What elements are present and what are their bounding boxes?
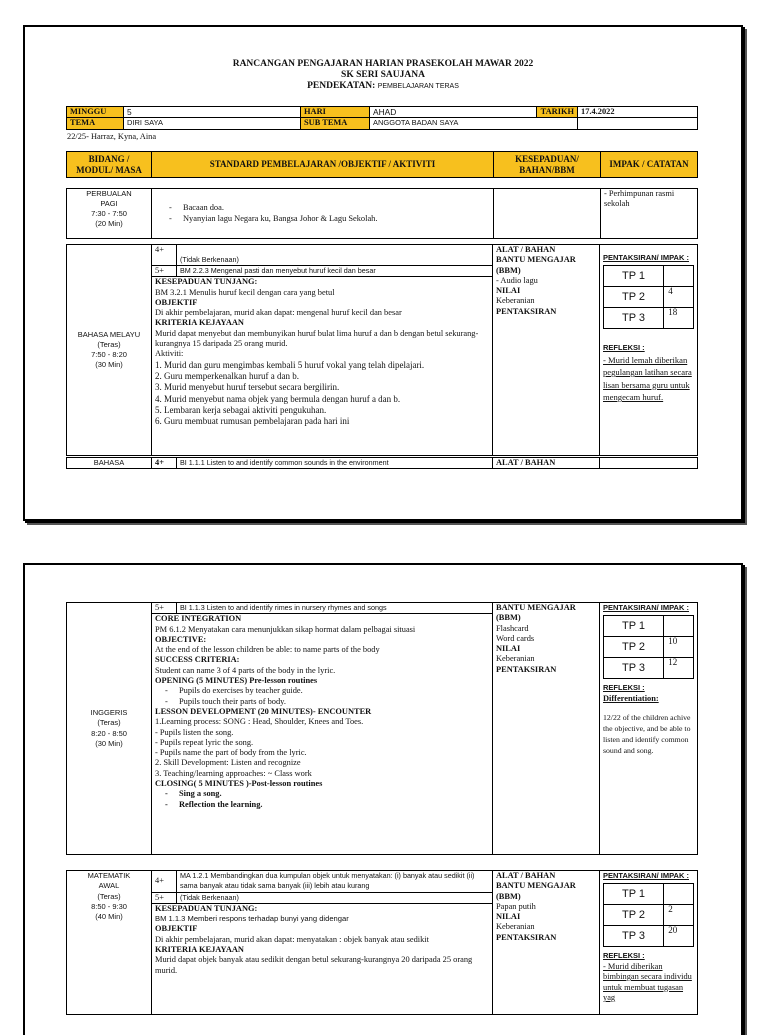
bi-header-row: BAHASA 4+ BI 1.1.1 Listen to and identify common sounds in the environment ALAT / BAHAN (66, 457, 698, 469)
attendance: 22/25- Harraz, Kyna, Aina (67, 132, 157, 141)
col-impak: IMPAK / CATATAN (601, 152, 698, 178)
tema-label: TEMA (67, 118, 124, 129)
tarikh-value: 17.4.2022 (578, 107, 698, 118)
column-header (66, 151, 698, 178)
minggu-value: 5 (124, 107, 301, 118)
bi-module: INGGERIS (Teras) 8:20 - 8:50 (30 Min) (67, 603, 152, 855)
col-bidang: BIDANG / MODUL/ MASA (67, 152, 152, 178)
bi-content: CORE INTEGRATION PM 6.1.2 Menyatakan cara menunjukkan sikap hormat dalam pelbagai situasi OBJECTIVE: At the end of the lesson children be able: to name parts of the body SUCCESS CRITERIA: Student can name 3 of 4 parts of the body in the lyric. OPENING (5 MINUTES) Pre-lesson routines - Pupils do exercises by teacher guide. - Pupils touch their parts of body. LESSON DEVELOPMENT (20 MINUTES)- ENCOUNTER 1.Learning process: SONG : Head, Shoulder, Knees and Toes. - Pupils listen the song. - Pupils repeat lyric the song. - Pupils name the part of body from the lyric. 2. Skill Development: Listen and recognize 3. Teaching/learning approaches: ~ Class work CLOSING( 5 MINUTES )-Post-lesson routines - Sing a song. - Reflection the learning. (152, 614, 493, 855)
perbualan-content (152, 189, 494, 239)
school-name: SK SERI SAUJANA (341, 70, 425, 80)
minggu-label: MINGGU (67, 107, 124, 118)
bi-impak: PENTAKSIRAN/ IMPAK : TP 1 TP 2 10 TP 3 12 REFLEKSI : Differentiation: 12/22 of the children achive the objective, and be able to listen and identify common sound and song. (600, 603, 698, 855)
doc-title: RANCANGAN PENGAJARAN HARIAN PRASEKOLAH MAWAR 2022 (232, 59, 534, 69)
mt-module: MATEMATIK AWAL (Teras) 8:50 - 9:30 (40 Min) (67, 871, 152, 1015)
bm-bahan: ALAT / BAHAN BANTU MENGAJAR (BBM) - Audio lagu NILAI Keberanian PENTAKSIRAN (493, 245, 600, 456)
page-1 (23, 25, 743, 521)
info-table (66, 106, 698, 130)
approach: PENDEKATAN: PEMBELAJARAN TERAS (307, 81, 459, 91)
bm-age-5: 5+ (152, 266, 177, 277)
bm-std-4: (Tidak Berkenaan) (177, 245, 493, 266)
mt-std-5: (Tidak Berkenaan) (177, 892, 493, 903)
bm-tp-table: TP 1 TP 2 4 TP 3 18 (603, 265, 694, 329)
mt-content: KESEPADUAN TUNJANG: BM 1.1.3 Memberi respons terhadap bunyi yang didengar OBJEKTIF Di akhir pembelajaran, murid akan dapat: menyatakan : objek banyak atau sedikit KRITERIA KEJAYAAN Murid dapat objek banyak atau sedikit dengan betul sekurang-kurangnya 20 daripada 25 orang murid. (152, 903, 493, 1014)
mt-age-4: 4+ (152, 871, 177, 893)
hari-value: AHAD (370, 107, 537, 118)
mt-impak: PENTAKSIRAN/ IMPAK : TP 1 TP 2 2 TP 3 20 REFLEKSI : - Murid diberikan bimbingan secara individu untuk membuat tugasan yag (600, 871, 698, 1015)
bm-content: KESEPADUAN TUNJANG: BM 3.2.1 Menulis huruf kecil dengan cara yang betul OBJEKTIF Di akhir pembelajaran, murid akan dapat: mengenal huruf kecil dan besar KRITERIA KEJAYAAN Murid dapat menyebut dan membunyikan huruf bulat lima huruf a dan b dengan betul sekurang-kurangnya 15 daripada 25 orang murid. Aktiviti: 1. Murid dan guru mengimbas kembali 5 huruf vokal yang telah dipelajari. 2. Guru memperkenalkan huruf a dan b. 3. Murid menyebut huruf tersebut secara bergilirin. 4. Murid menyebut nama objek yang bermula dengan huruf a dan b. 5. Lembaran kerja sebagai aktiviti pengukuhan. 6. Guru membuat rumusan pembelajaran pada hari ini (152, 277, 493, 456)
bm-std-5: BM 2.2.3 Mengenal pasti dan menyebut huruf kecil dan besar (177, 266, 493, 277)
perbualan-item: - Bacaan doa. (183, 203, 490, 213)
bi-module-start: BAHASA (67, 458, 152, 469)
subtema-value: ANGGOTA BADAN SAYA (370, 118, 578, 129)
document-header (25, 59, 741, 92)
tarikh-label: TARIKH (537, 107, 578, 118)
perbualan-item: - Nyanyian lagu Negara ku, Bangsa Johor & Lagu Sekolah. (183, 214, 490, 224)
tema-value: DIRI SAYA (124, 118, 301, 129)
bi-refleksi: 12/22 of the children achive the objective, and be able to listen and identify common sound and song. (603, 712, 691, 755)
bm-refleksi: - Murid lemah diberikan pegulangan latihan secara lisan bersama guru untuk mengecam huruf. (603, 354, 692, 403)
perbualan-module: PERBUALAN PAGI 7:30 - 7:50 (20 Min) (67, 189, 152, 239)
bi-std-4: BI 1.1.1 Listen to and identify common sounds in the environment (177, 458, 493, 469)
mt-refleksi: - Murid diberikan bimbingan secara individu untuk membuat tugasan yag (603, 961, 692, 1003)
bm-impak: PENTAKSIRAN/ IMPAK : TP 1 TP 2 4 TP 3 18 REFLEKSI : - Murid lemah diberikan pegulangan latihan secara lisan bersama guru untuk mengecam huruf. (600, 245, 698, 456)
subtema-label: SUB TEMA (301, 118, 370, 129)
mt-std-4: MA 1.2.1 Membandingkan dua kumpulan objek untuk menyatakan: (i) banyak atau sedikit (ii) sama banyak atau tidak sama banyak (iii) lebih atau kurang (177, 871, 493, 893)
bi-tp-table: TP 1 TP 2 10 TP 3 12 (603, 615, 694, 679)
bi-bahan: BANTU MENGAJAR (BBM) Flashcard Word cards NILAI Keberanian PENTAKSIRAN (493, 603, 600, 855)
bm-age-4: 4+ (152, 245, 177, 266)
bi-row (66, 602, 698, 855)
page-2 (23, 563, 743, 1035)
col-standard: STANDARD PEMBELAJARAN /OBJEKTIF / AKTIVITI (152, 152, 494, 178)
col-kesepaduan: KESEPADUAN/ BAHAN/BBM (494, 152, 601, 178)
mt-age-5: 5+ (152, 892, 177, 903)
bi-age-5: 5+ (152, 603, 177, 614)
hari-label: HARI (301, 107, 370, 118)
bi-std-5: BI 1.1.3 Listen to and identify rimes in nursery rhymes and songs (177, 603, 493, 614)
bm-module: BAHASA MELAYU (Teras) 7:50 - 8:20 (30 Min) (67, 245, 152, 456)
mt-bahan: ALAT / BAHAN BANTU MENGAJAR (BBM) Papan putih NILAI Keberanian PENTAKSIRAN (493, 871, 600, 1015)
mt-row (66, 870, 698, 1015)
perbualan-impak: - Perhimpunan rasmi sekolah (601, 189, 698, 239)
mt-tp-table: TP 1 TP 2 2 TP 3 20 (603, 883, 694, 947)
bm-row (66, 244, 698, 456)
perbualan-row (66, 188, 698, 239)
